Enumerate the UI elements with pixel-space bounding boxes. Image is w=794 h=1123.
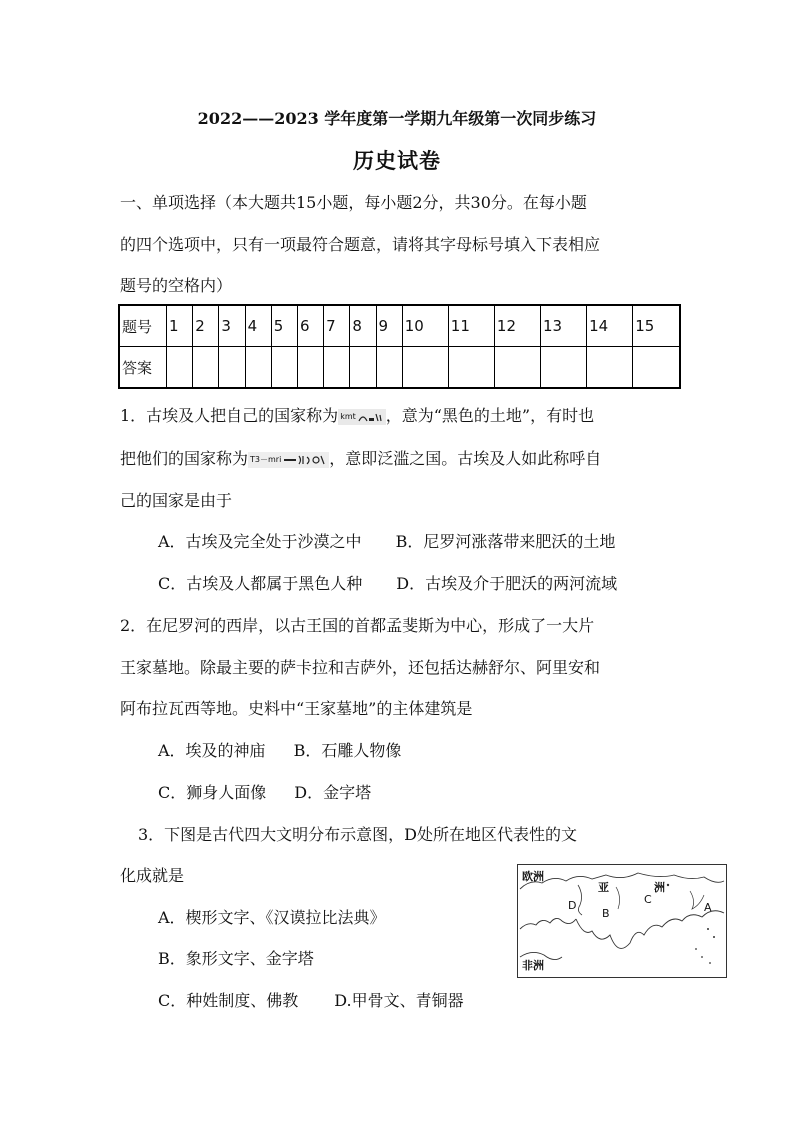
map-label-b: B [602, 907, 610, 920]
q1-line-2 [120, 446, 601, 469]
table-header-cell: 答案 [119, 347, 167, 389]
table-number-cell: 3 [219, 305, 245, 347]
map-label-europe: 欧洲 [522, 870, 544, 883]
table-number-cell: 15 [633, 305, 680, 347]
q3-option-b[interactable]: B．象形文字、金字塔 [158, 949, 314, 968]
hieroglyph-kmt [338, 409, 386, 425]
answer-table-row-answers [119, 347, 680, 389]
q2-options-row-1 [158, 738, 401, 761]
q2-option-a[interactable]: A．埃及的神庙 [158, 741, 266, 760]
q1-line-1 [120, 403, 594, 426]
q1-option-a[interactable]: A．古埃及完全处于沙漠之中 [158, 532, 362, 551]
q2-option-d[interactable]: D．金字塔 [294, 783, 372, 802]
q3-option-c[interactable]: C．种姓制度、佛教 [158, 991, 299, 1010]
table-number-cell: 5 [271, 305, 297, 347]
instructions-line-1: 一、单项选择（本大题共15小题，每小题2分，共30分。在每小题 [120, 193, 587, 212]
hieroglyph-icon [358, 411, 384, 423]
exam-subtitle: 2022——2023 学年度第一学期九年级第一次同步练习 [197, 109, 597, 128]
table-number-cell: 1 [167, 305, 193, 347]
answer-cell[interactable] [587, 347, 633, 389]
table-number-cell: 8 [350, 305, 376, 347]
answer-cell[interactable] [633, 347, 680, 389]
table-number-cell: 12 [494, 305, 540, 347]
q1-text: ，意为“黑色的土地”，有时也 [385, 406, 595, 425]
q1-options-row-1 [158, 529, 615, 552]
table-number-cell: 14 [587, 305, 633, 347]
q3-option-d[interactable]: D.甲骨文、青铜器 [334, 991, 464, 1010]
hieroglyph-icon [283, 454, 327, 466]
hieroglyph-t3-mri [248, 452, 329, 468]
map-label-a: A [704, 901, 712, 914]
map-outline [518, 865, 726, 977]
map-label-africa: 非洲 [522, 959, 544, 972]
ancient-civilizations-map [517, 864, 727, 978]
map-label-c: C [644, 893, 652, 906]
q2-line-1: 2．在尼罗河的西岸，以古王国的首都孟斐斯为中心，形成了一大片 [120, 616, 595, 635]
answer-cell[interactable] [324, 347, 350, 389]
answer-cell[interactable] [193, 347, 219, 389]
q3-option-a[interactable]: A．楔形文字、《汉谟拉比法典》 [158, 908, 386, 927]
answer-cell[interactable] [350, 347, 376, 389]
q2-line-2: 王家墓地。除最主要的萨卡拉和吉萨外，还包括达赫舒尔、阿里安和 [120, 658, 601, 677]
answer-cell[interactable] [541, 347, 587, 389]
q2-line-3: 阿布拉瓦西等地。史料中“王家墓地”的主体建筑是 [120, 699, 473, 718]
answer-cell[interactable] [402, 347, 448, 389]
q1-option-c[interactable]: C．古埃及人都属于黑色人种 [158, 574, 363, 593]
map-label-asia-1: 亚 [598, 881, 609, 894]
q1-option-d[interactable]: D．古埃及介于肥沃的两河流域 [396, 574, 618, 593]
map-label-asia-2: 洲 [654, 881, 665, 894]
table-header-cell: 题号 [119, 305, 167, 347]
hieroglyph-label: T3－mri [250, 455, 282, 464]
table-number-cell: 2 [193, 305, 219, 347]
q3-options-row-3 [158, 988, 464, 1011]
table-number-cell: 4 [245, 305, 271, 347]
q2-option-c[interactable]: C．狮身人面像 [158, 783, 267, 802]
table-number-cell: 11 [448, 305, 494, 347]
table-number-cell: 7 [324, 305, 350, 347]
q3-line-2: 化成就是 [120, 866, 185, 885]
answer-cell[interactable] [297, 347, 323, 389]
answer-cell[interactable] [376, 347, 402, 389]
table-number-cell: 13 [541, 305, 587, 347]
answer-table-row-numbers [119, 305, 680, 347]
q1-line-3: 己的国家是由于 [120, 491, 233, 510]
q2-option-b[interactable]: B．石雕人物像 [293, 741, 402, 760]
answer-table [118, 304, 681, 389]
q3-line-1: 3．下图是古代四大文明分布示意图，D处所在地区代表性的文 [138, 825, 578, 844]
answer-cell[interactable] [219, 347, 245, 389]
q1-text: ，意即泛滥之国。古埃及人如此称呼自 [329, 449, 602, 468]
q2-options-row-2 [158, 780, 371, 803]
hieroglyph-label: kmt [340, 412, 356, 421]
instructions-line-2: 的四个选项中，只有一项最符合题意，请将其字母标号填入下表相应 [120, 235, 601, 254]
map-label-d: D [568, 899, 577, 912]
answer-cell[interactable] [271, 347, 297, 389]
q1-option-b[interactable]: B．尼罗河涨落带来肥沃的土地 [395, 532, 616, 551]
q1-text: 把他们的国家称为 [120, 449, 249, 468]
answer-cell[interactable] [448, 347, 494, 389]
q1-options-row-2 [158, 571, 617, 594]
exam-title: 历史试卷 [353, 148, 441, 173]
q1-text: 1．古埃及人把自己的国家称为 [120, 406, 339, 425]
answer-cell[interactable] [245, 347, 271, 389]
answer-cell[interactable] [167, 347, 193, 389]
table-number-cell: 9 [376, 305, 402, 347]
table-number-cell: 6 [297, 305, 323, 347]
instructions-line-3: 题号的空格内） [120, 276, 233, 295]
answer-cell[interactable] [494, 347, 540, 389]
table-number-cell: 10 [402, 305, 448, 347]
